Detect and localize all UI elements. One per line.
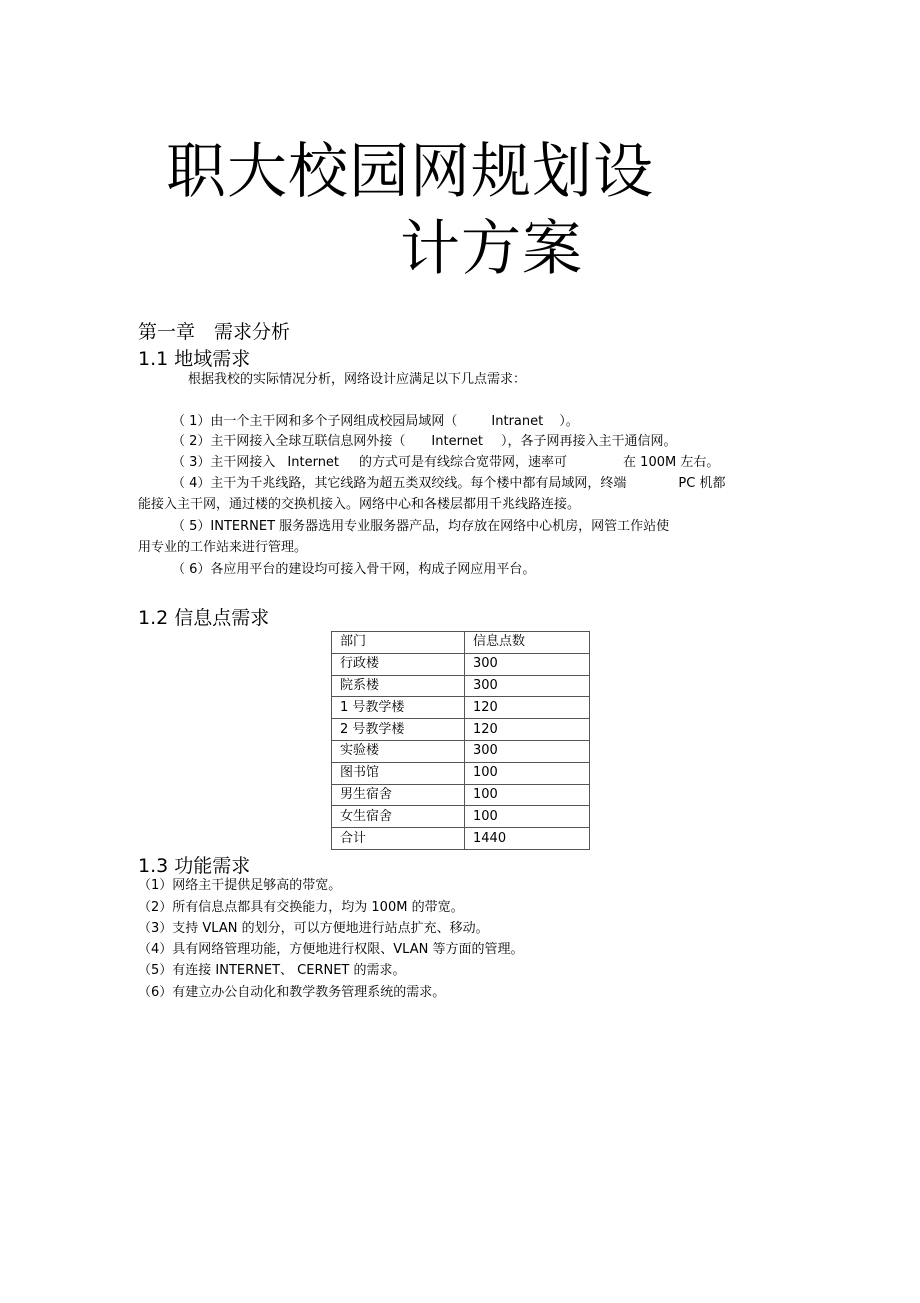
table-row xyxy=(332,675,590,697)
function-item-6: （6）有建立办公自动化和教学教务管理系统的需求。 xyxy=(138,985,446,1000)
section-1-1-heading: 1.1 地域需求 xyxy=(138,348,251,370)
table-header-points: 信息点数 xyxy=(465,632,590,654)
requirement-item-3-end: 在 100M 左右。 xyxy=(623,455,720,470)
document-title-line1: 职大校园网规划设 xyxy=(166,137,654,207)
table-header-row xyxy=(332,632,590,654)
requirement-item-4-continued: 能接入主干网，通过楼的交换机接入。网络中心和各楼层都用千兆线路连接。 xyxy=(138,497,581,512)
section-1-1-intro: 根据我校的实际情况分析，网络设计应满足以下几点需求： xyxy=(188,372,527,387)
table-cell-points: 300 xyxy=(465,675,590,697)
table-cell-department: 女生宿舍 xyxy=(332,806,465,828)
function-item-1: （1）网络主干提供足够高的带宽。 xyxy=(138,878,342,893)
table-cell-total-label: 合计 xyxy=(332,828,465,850)
table-cell-department: 行政楼 xyxy=(332,653,465,675)
table-cell-points: 100 xyxy=(465,806,590,828)
function-item-3: （3）支持 VLAN 的划分，可以方便地进行站点扩充、移动。 xyxy=(138,921,489,936)
requirement-item-3 xyxy=(172,453,719,473)
table-cell-department: 男生宿舍 xyxy=(332,784,465,806)
table-cell-department: 院系楼 xyxy=(332,675,465,697)
requirement-item-3-term: Internet xyxy=(287,455,340,470)
table-cell-department: 1 号教学楼 xyxy=(332,697,465,719)
table-cell-points: 120 xyxy=(465,697,590,719)
table-cell-total-value: 1440 xyxy=(465,828,590,850)
table-cell-department: 实验楼 xyxy=(332,740,465,762)
info-points-table xyxy=(331,631,590,850)
requirement-item-3-text: （ 3）主干网接入 xyxy=(172,455,276,470)
requirement-item-2-text: （ 2）主干网接入全球互联信息网外接（ xyxy=(172,434,406,449)
table-cell-department: 图书馆 xyxy=(332,762,465,784)
requirement-item-4-term: PC 机都 xyxy=(678,476,726,491)
requirement-item-5: （ 5）INTERNET 服务器选用专业服务器产品，均存放在网络中心机房，网管工作站使 xyxy=(172,519,670,534)
requirement-item-4 xyxy=(172,474,725,494)
table-row xyxy=(332,784,590,806)
requirement-item-4-text: （ 4）主干为千兆线路，其它线路为超五类双绞线。每个楼中都有局域网，终端 xyxy=(172,476,627,491)
requirement-item-1-text: （ 1）由一个主干网和多个子网组成校园局域网（ xyxy=(172,414,458,429)
function-item-5: （5）有连接 INTERNET、 CERNET 的需求。 xyxy=(138,963,406,978)
table-cell-points: 300 xyxy=(465,653,590,675)
table-row xyxy=(332,762,590,784)
table-cell-points: 100 xyxy=(465,784,590,806)
table-row xyxy=(332,697,590,719)
table-header-department: 部门 xyxy=(332,632,465,654)
table-row xyxy=(332,806,590,828)
requirement-item-2-end: ），各子网再接入主干通信网。 xyxy=(501,434,677,449)
table-cell-points: 120 xyxy=(465,719,590,741)
chapter-heading: 第一章 需求分析 xyxy=(138,321,291,343)
section-1-3-heading: 1.3 功能需求 xyxy=(138,855,251,877)
function-item-4: （4）具有网络管理功能，方便地进行权限、VLAN 等方面的管理。 xyxy=(138,942,524,957)
section-1-2-heading: 1.2 信息点需求 xyxy=(138,607,270,629)
table-cell-department: 2 号教学楼 xyxy=(332,719,465,741)
requirement-item-3-mid: 的方式可是有线综合宽带网，速率可 xyxy=(359,455,568,470)
requirement-item-5-continued: 用专业的工作站来进行管理。 xyxy=(138,540,308,555)
table-cell-points: 300 xyxy=(465,740,590,762)
requirement-item-1-term: Intranet xyxy=(491,414,544,429)
table-total-row xyxy=(332,828,590,850)
requirement-item-2 xyxy=(172,432,677,452)
table-cell-points: 100 xyxy=(465,762,590,784)
requirement-item-1 xyxy=(172,412,579,432)
requirement-item-1-end: ）。 xyxy=(559,414,579,429)
table-row xyxy=(332,653,590,675)
table-row xyxy=(332,740,590,762)
requirement-item-2-term: Internet xyxy=(431,434,484,449)
function-item-2: （2）所有信息点都具有交换能力，均为 100M 的带宽。 xyxy=(138,900,464,915)
table-row xyxy=(332,719,590,741)
document-title-line2: 计方案 xyxy=(400,214,583,284)
requirement-item-6: （ 6）各应用平台的建设均可接入骨干网，构成子网应用平台。 xyxy=(172,562,536,577)
